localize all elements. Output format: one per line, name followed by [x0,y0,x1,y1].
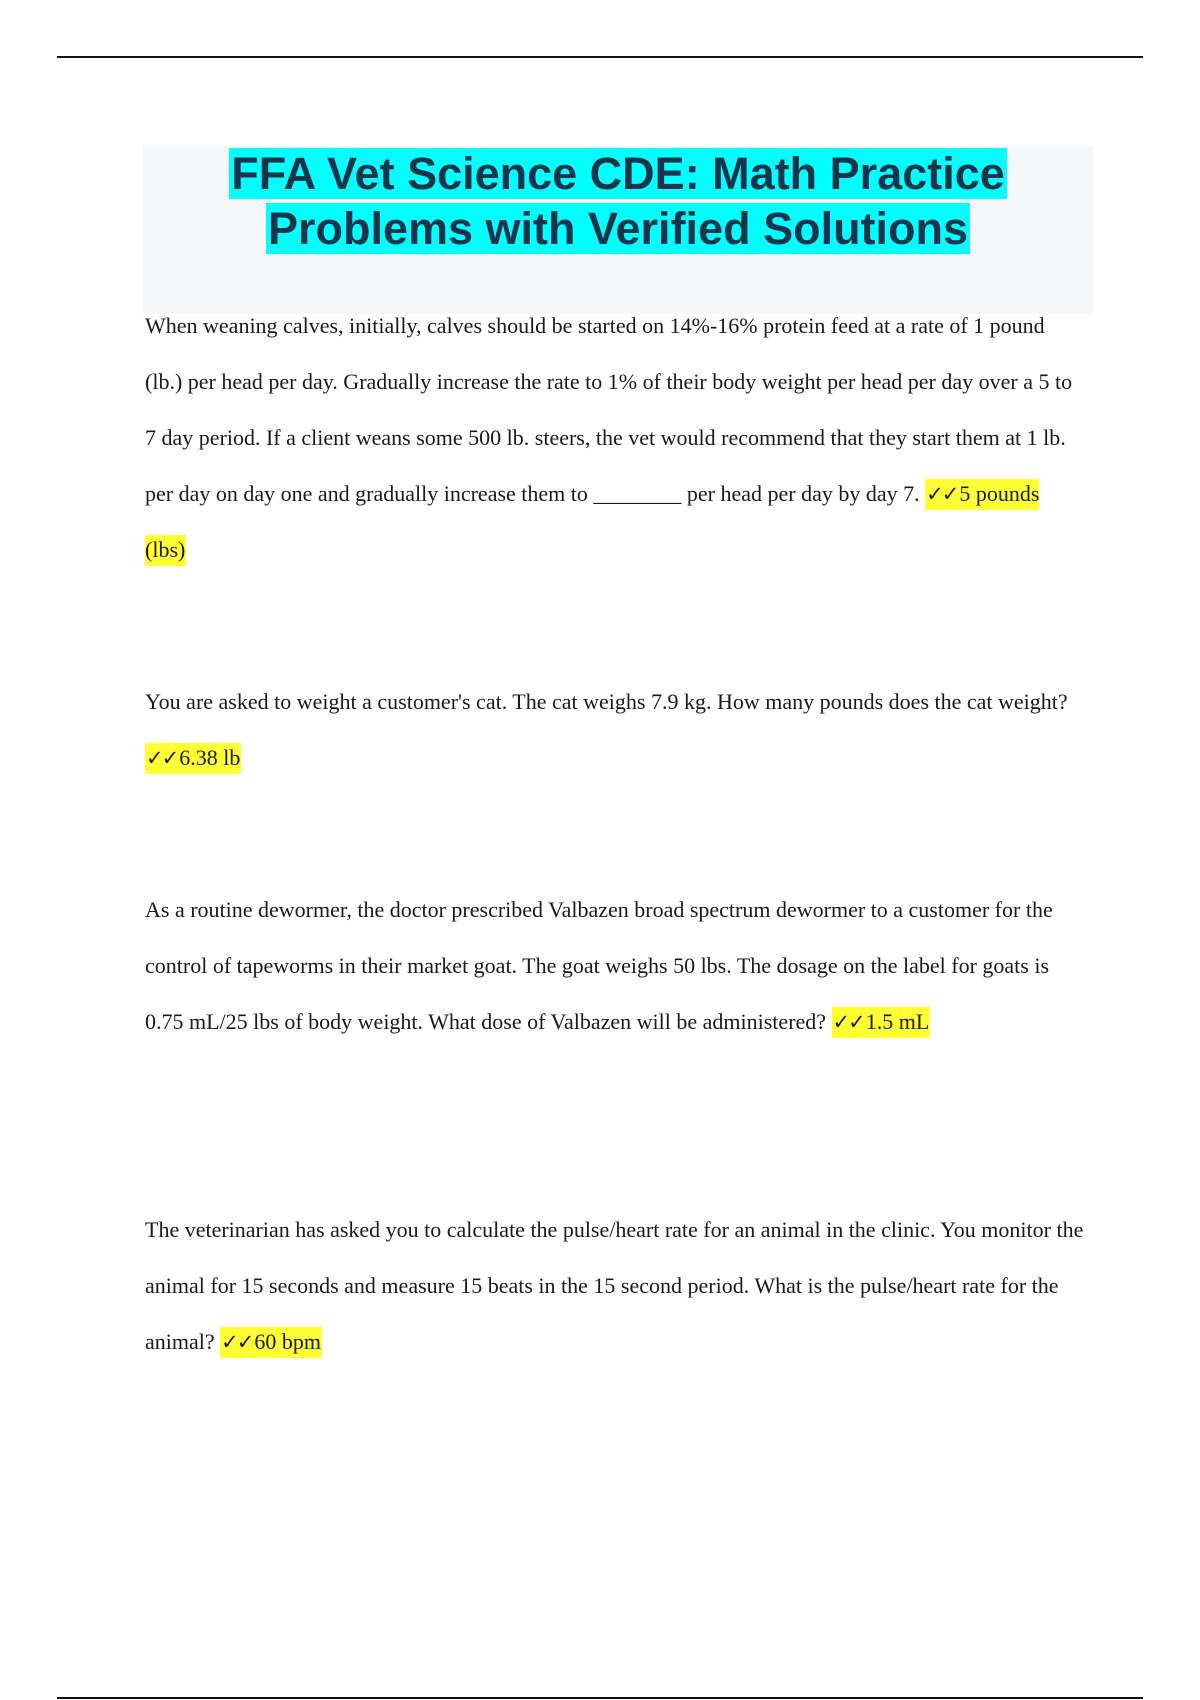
double-check-icon: ✓✓ [146,746,178,770]
question-4 [145,1202,1085,1370]
question-4-text: The veterinarian has asked you to calculate the pulse/heart rate for an animal in the clinic. You monitor the animal for 15 seconds and measure 15 beats in the 15 second period. What is the pulse/heart rate for the animal? [145,1217,1084,1354]
question-3-answer [832,1007,931,1038]
title-banner [143,146,1093,314]
question-3-answer-text: 1.5 mL [865,1009,930,1034]
double-check-icon: ✓✓ [832,1010,864,1034]
page-title [143,146,1093,256]
question-2-answer [145,743,241,774]
question-2-answer-text: 6.38 lb [179,745,241,770]
question-4-answer [220,1327,322,1358]
question-1-answer-text: 5 pounds (lbs) [145,481,1040,562]
footer-rule [57,1697,1143,1699]
double-check-icon: ✓✓ [221,1330,253,1354]
question-3 [145,882,1085,1050]
header-rule [57,56,1143,58]
question-2 [145,674,1085,786]
page-title-text: FFA Vet Science CDE: Math Practice Problems with Verified Solutions [231,148,1005,254]
question-2-text: You are asked to weight a customer's cat. The cat weighs 7.9 kg. How many pounds does the cat weight? [145,689,1068,714]
question-4-answer-text: 60 bpm [254,1329,321,1354]
question-1-text: When weaning calves, initially, calves should be started on 14%-16% protein feed at a rate of 1 pound (lb.) per head per day. Gradually increase the rate to 1% of their body weight per head per day over a 5 to 7 day period. If a client weans some 500 lb. steers, the vet would recommend that they start them at 1 lb. per day on day one and gradually increase them to ________ per head per day by day 7. [145,313,1073,506]
question-1 [145,298,1085,578]
double-check-icon: ✓✓ [926,482,958,506]
question-3-text: As a routine dewormer, the doctor prescribed Valbazen broad spectrum dewormer to a customer for the control of tapeworms in their market goat. The goat weighs 50 lbs. The dosage on the label for goats is 0.75 mL/25 lbs of body weight. What dose of Valbazen will be administered? [145,897,1053,1034]
